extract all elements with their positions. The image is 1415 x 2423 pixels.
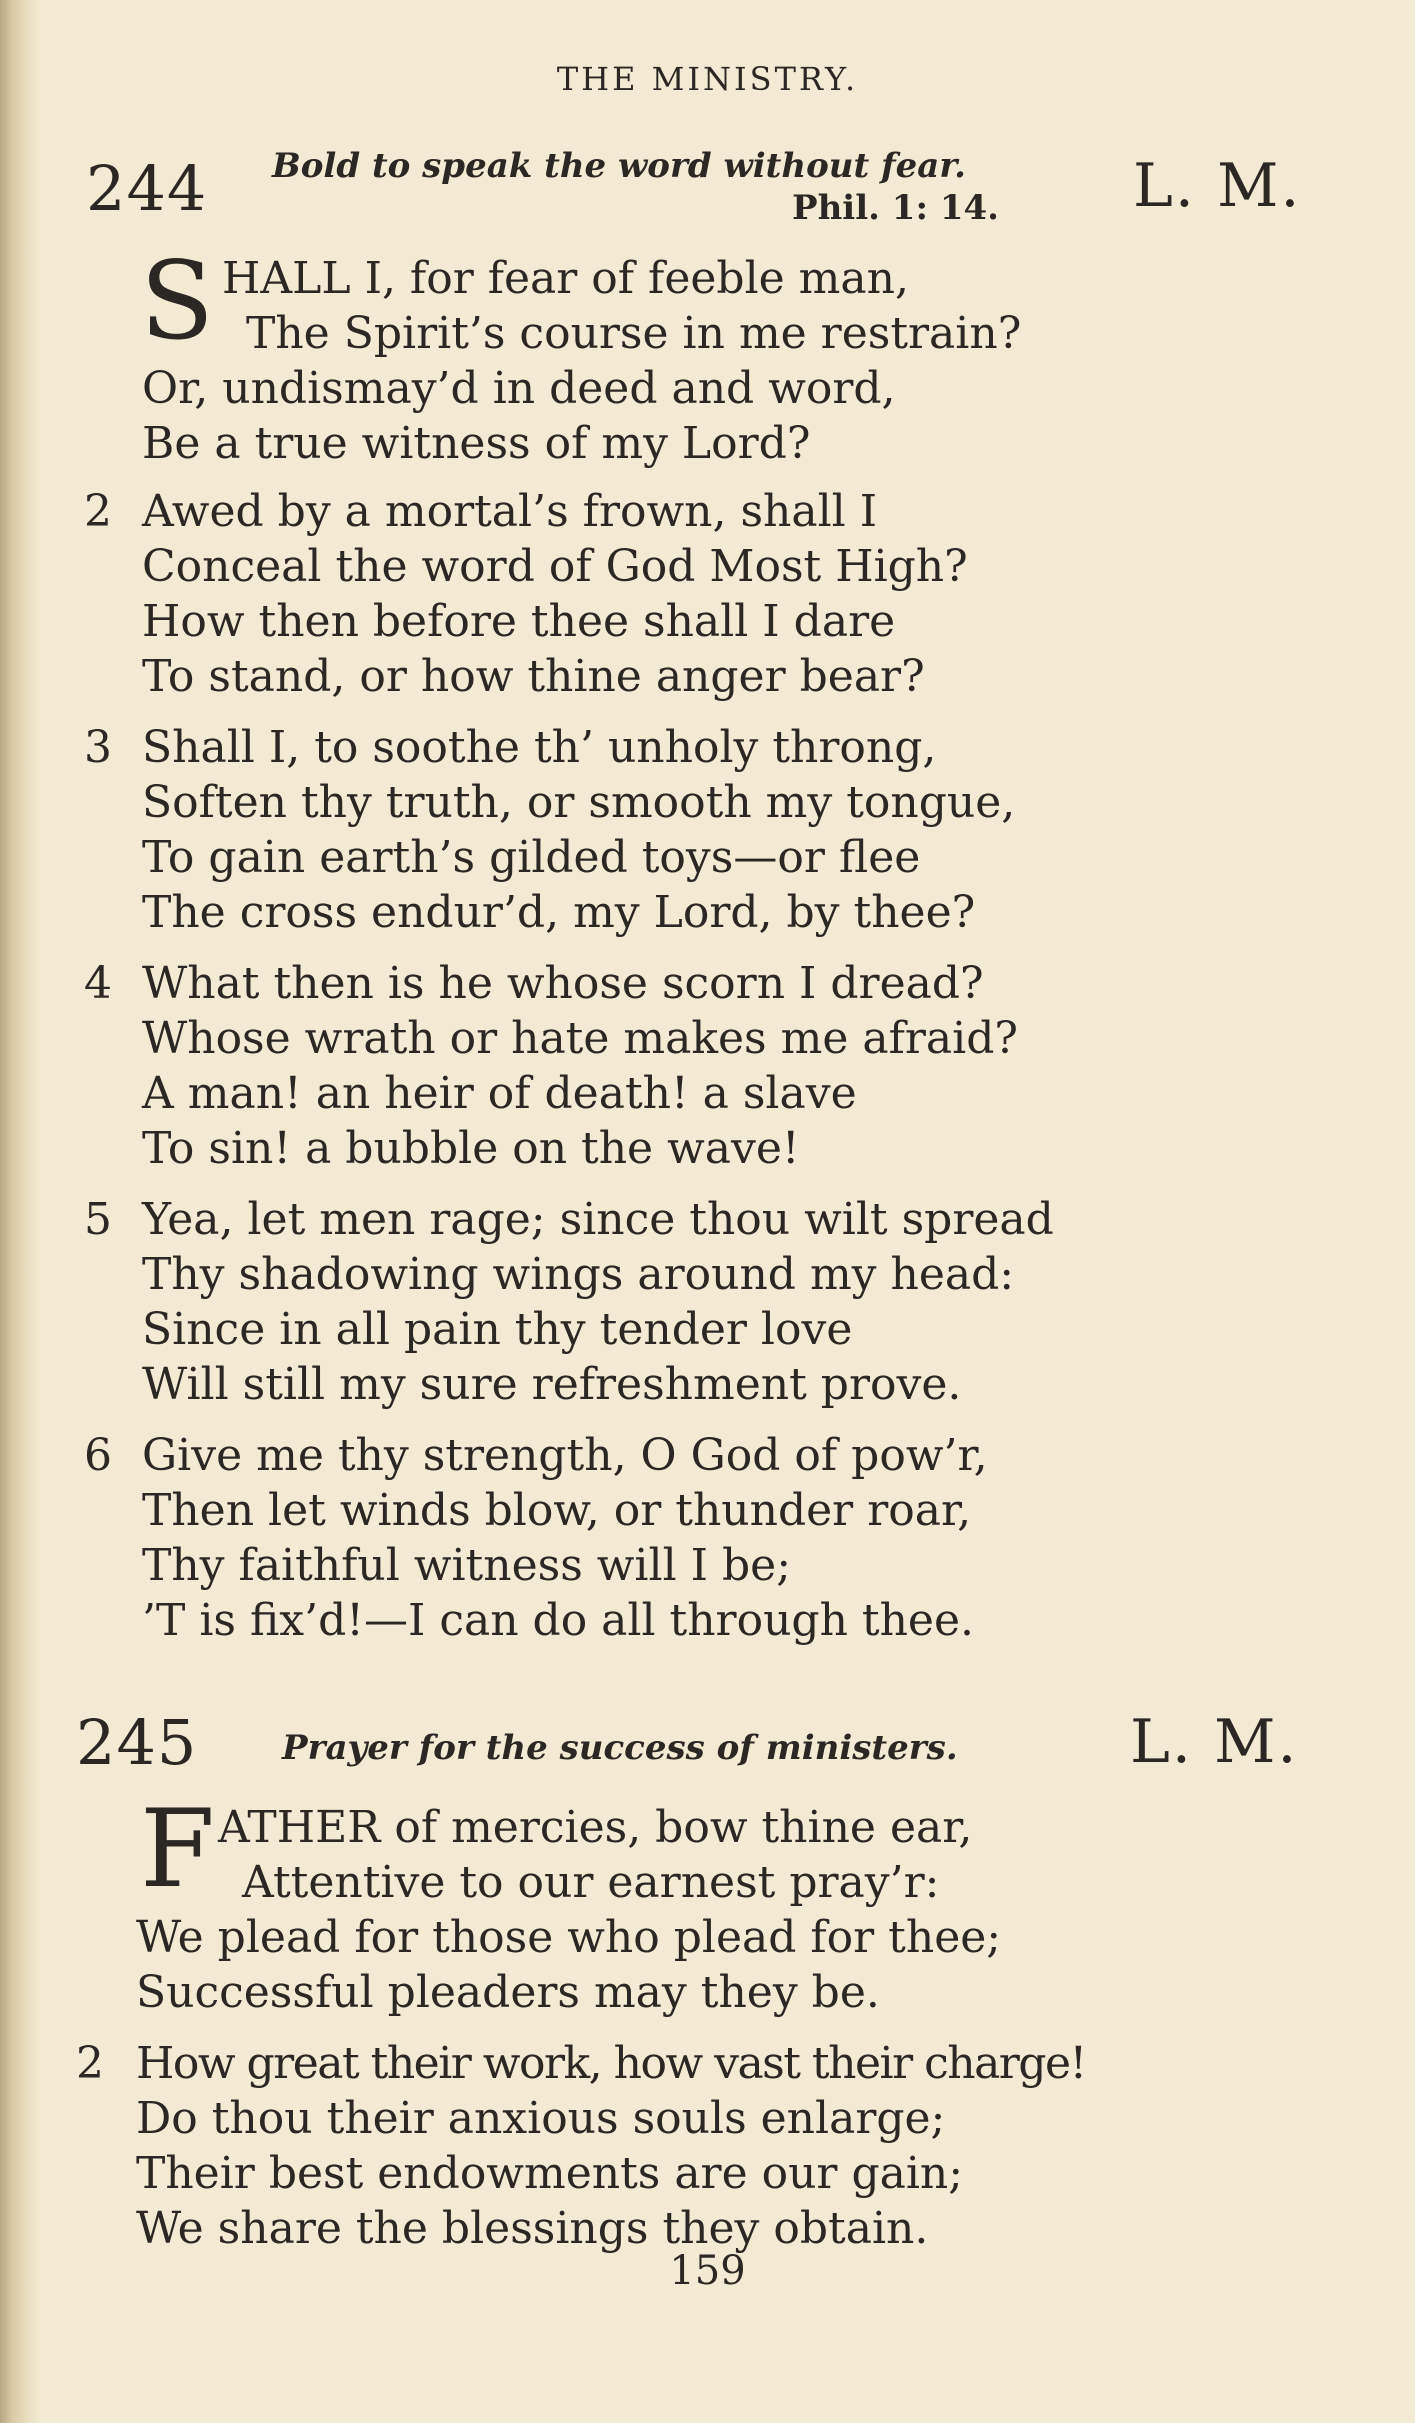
verse-line: Yea, let men rage; since thou wilt spread xyxy=(142,1194,1054,1245)
verse-line: Attentive to our earnest pray’r: xyxy=(242,1857,940,1908)
verse-line: To sin! a bubble on the wave! xyxy=(142,1123,800,1174)
stanza-number: 6 xyxy=(84,1430,112,1481)
stanza-number: 4 xyxy=(84,958,112,1009)
hymn-244-dropcap: S xyxy=(140,239,214,364)
page-number: 159 xyxy=(669,2248,746,2294)
verse-line: The cross endur’d, my Lord, by thee? xyxy=(142,887,976,938)
verse-line: We plead for those who plead for thee; xyxy=(136,1912,1002,1963)
verse-line: We share the blessings they obtain. xyxy=(136,2203,929,2254)
hymn-245-number: 245 xyxy=(76,1706,198,1779)
hymn-245-meter: L. M. xyxy=(1130,1707,1299,1777)
hymn-244-title: Bold to speak the word without fear. xyxy=(272,146,966,186)
verse-line: Do thou their anxious souls enlarge; xyxy=(136,2093,946,2144)
verse-line: Be a true witness of my Lord? xyxy=(142,418,811,469)
running-head: THE MINISTRY. xyxy=(556,60,859,98)
verse-line: Or, undismay’d in deed and word, xyxy=(142,363,896,414)
stanza-number: 3 xyxy=(84,722,112,773)
verse-line: ATHER of mercies, bow thine ear, xyxy=(218,1802,973,1853)
verse-line: Awed by a mortal’s frown, shall I xyxy=(142,486,878,537)
verse-line: How great their work, how vast their charge! xyxy=(136,2038,1086,2089)
hymn-245-title: Prayer for the success of ministers. xyxy=(282,1728,958,1768)
verse-line: Their best endowments are our gain; xyxy=(136,2148,964,2199)
verse-line: Conceal the word of God Most High? xyxy=(142,541,968,592)
verse-line: HALL I, for fear of feeble man, xyxy=(222,253,909,304)
verse-line: Thy shadowing wings around my head: xyxy=(142,1249,1015,1300)
verse-line: To stand, or how thine anger bear? xyxy=(142,651,925,702)
stanza-number: 2 xyxy=(76,2038,104,2089)
verse-line: A man! an heir of death! a slave xyxy=(142,1068,857,1119)
verse-line: The Spirit’s course in me restrain? xyxy=(246,308,1022,359)
verse-line: Whose wrath or hate makes me afraid? xyxy=(142,1013,1018,1064)
verse-line: To gain earth’s gilded toys—or flee xyxy=(142,832,921,883)
hymn-244-meter: L. M. xyxy=(1133,151,1302,221)
verse-line: ’T is fix’d!—I can do all through thee. xyxy=(142,1595,974,1646)
verse-line: Then let winds blow, or thunder roar, xyxy=(142,1485,972,1536)
verse-line: Give me thy strength, O God of pow’r, xyxy=(142,1430,988,1481)
verse-line: Thy faithful witness will I be; xyxy=(142,1540,792,1591)
verse-line: How then before thee shall I dare xyxy=(142,596,896,647)
hymn-245-dropcap: F xyxy=(140,1787,215,1912)
verse-line: Will still my sure refreshment prove. xyxy=(142,1359,962,1410)
verse-line: Since in all pain thy tender love xyxy=(142,1304,853,1355)
verse-line: Soften thy truth, or smooth my tongue, xyxy=(142,777,1016,828)
verse-line: What then is he whose scorn I dread? xyxy=(142,958,984,1009)
verse-line: Shall I, to soothe th’ unholy throng, xyxy=(142,722,937,773)
stanza-number: 5 xyxy=(84,1194,112,1245)
verse-line: Successful pleaders may they be. xyxy=(136,1967,880,2018)
stanza-number: 2 xyxy=(84,486,112,537)
hymn-244-reference: Phil. 1: 14. xyxy=(792,188,999,228)
hymn-244-number: 244 xyxy=(86,152,208,225)
